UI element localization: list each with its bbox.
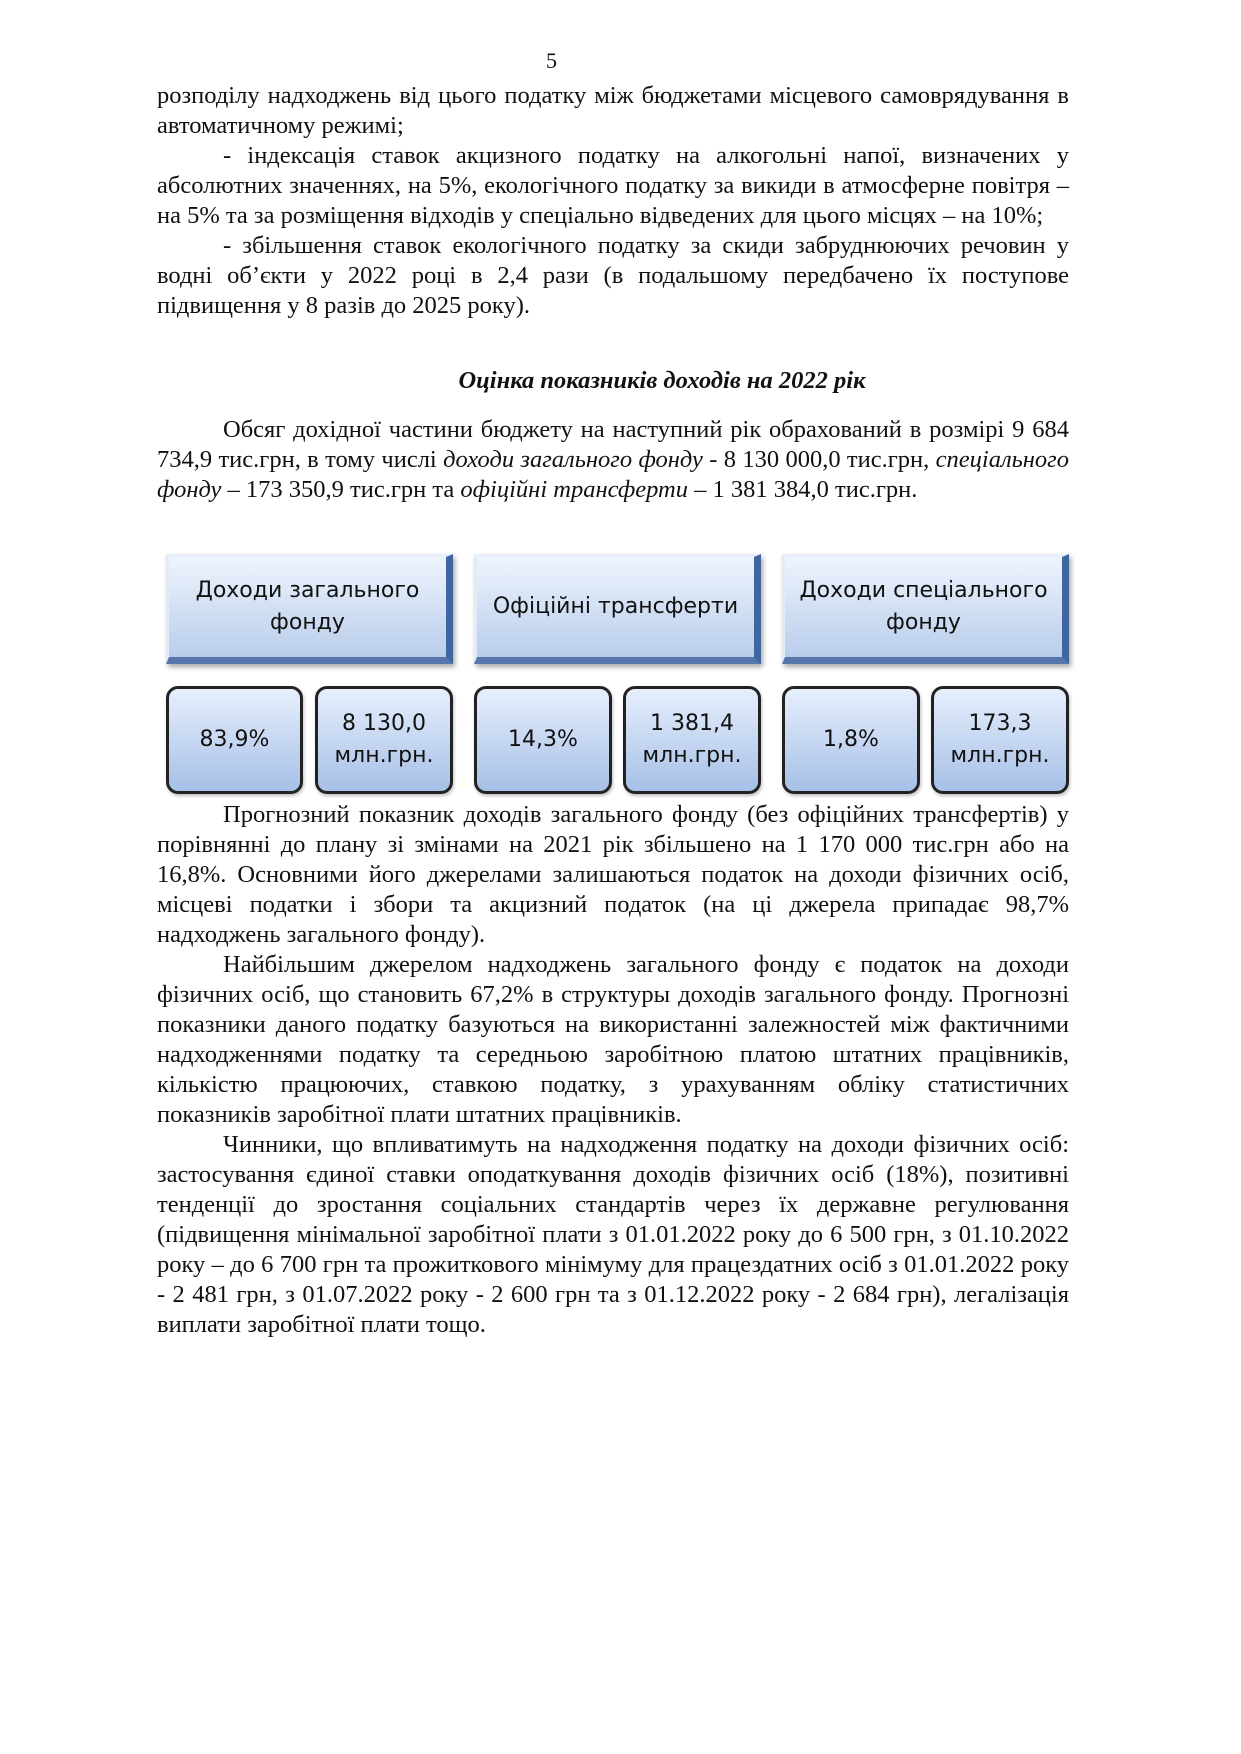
intro-paragraph-1: розподілу надходжень від цього податку між бюджетами місцевого самоврядування в автоматичному режимі;	[157, 82, 1069, 139]
intro-text	[157, 81, 1069, 321]
transfers-percent: 14,3%	[474, 686, 612, 794]
general-fund-amount: 8 130,0 млн.грн.	[315, 686, 453, 794]
budget-text-1: Обсяг дохідної частини бюджету на наступний рік обрахований в розмірі 9 684 734,9 тис.грн, в тому числі	[157, 416, 1069, 473]
budget-italic-general-fund: доходи загального фонду	[443, 446, 703, 473]
page-number: 5	[546, 48, 557, 73]
intro-paragraph-2: - індексація ставок акцизного податку на алкогольні напої, визначених у абсолютних значеннях, на 5%, екологічного податку за викиди в атмосферне повітря – на 5% та за розміщення відходів у спеціально відведених для цього місцях – на 10%;	[157, 142, 1069, 229]
body-paragraph-1: Прогнозний показник доходів загального фонду (без офіційних трансфертів) у порівнянні до плану зі змінами на 2021 рік збільшено на 1 170 000 тис.грн або на 16,8%. Основними його джерелами залишаються податок на доходи фізичних осіб, місцеві податки і збори та акцизний податок (на ці джерела припадає 98,7% надходжень загального фонду).	[157, 801, 1069, 948]
transfers-amount: 1 381,4 млн.грн.	[623, 686, 761, 794]
special-fund-percent: 1,8%	[782, 686, 920, 794]
section-heading: Оцінка показників доходів на 2022 рік	[458, 367, 866, 394]
budget-text-3: – 173 350,9 тис.грн та	[221, 476, 461, 503]
budget-paragraph-text	[157, 415, 1069, 505]
group-title-transfers: Офіційні трансферти	[474, 554, 761, 664]
special-fund-amount: 173,3 млн.грн.	[931, 686, 1069, 794]
budget-text-2: - 8 130 000,0 тис.грн,	[702, 446, 936, 473]
group-title-general-fund: Доходи загального фонду	[166, 554, 453, 664]
group-title-special-fund: Доходи спеціального фонду	[782, 554, 1069, 664]
budget-paragraph	[157, 415, 1069, 505]
budget-text-4: – 1 381 384,0 тис.грн.	[688, 476, 918, 503]
body-paragraph-2: Найбільшим джерелом надходжень загального фонду є податок на доходи фізичних осіб, що становить 67,2% в структуры доходів загального фонду. Прогнозні показники даного податку базуються на використанні залежностей між фактичними надходженнями податку та середньою заробітною платою штатних працівників, кількістю працюючих, ставкою податку, з урахуванням обліку статистичних показників заробітної плати штатних працівників.	[157, 951, 1069, 1128]
intro-paragraph-3: - збільшення ставок екологічного податку за скиди забруднюючих речовин у водні об’єкти у 2022 році в 2,4 рази (в подальшому передбачено їх поступове підвищення у 8 разів до 2025 року).	[157, 232, 1069, 319]
budget-italic-special-fund: спеціального фонду	[157, 446, 1069, 503]
body-text	[157, 800, 1069, 1340]
budget-italic-transfers: офіційні трансферти	[460, 476, 689, 503]
body-paragraph-3: Чинники, що впливатимуть на надходження податку на доходи фізичних осіб: застосування єдиної ставки оподаткування доходів фізичних осіб (18%), позитивні тенденції до зростання соціальних стандартів через їх державне регулювання (підвищення мінімальної заробітної плати з 01.01.2022 року до 6 500 грн, з 01.10.2022 року – до 6 700 грн та прожиткового мінімуму для працездатних осіб з 01.01.2022 року - 2 481 грн, з 01.07.2022 року - 2 600 грн та з 01.12.2022 року - 2 684 грн), легалізація виплати заробітної плати тощо.	[157, 1131, 1069, 1338]
general-fund-percent: 83,9%	[166, 686, 303, 794]
